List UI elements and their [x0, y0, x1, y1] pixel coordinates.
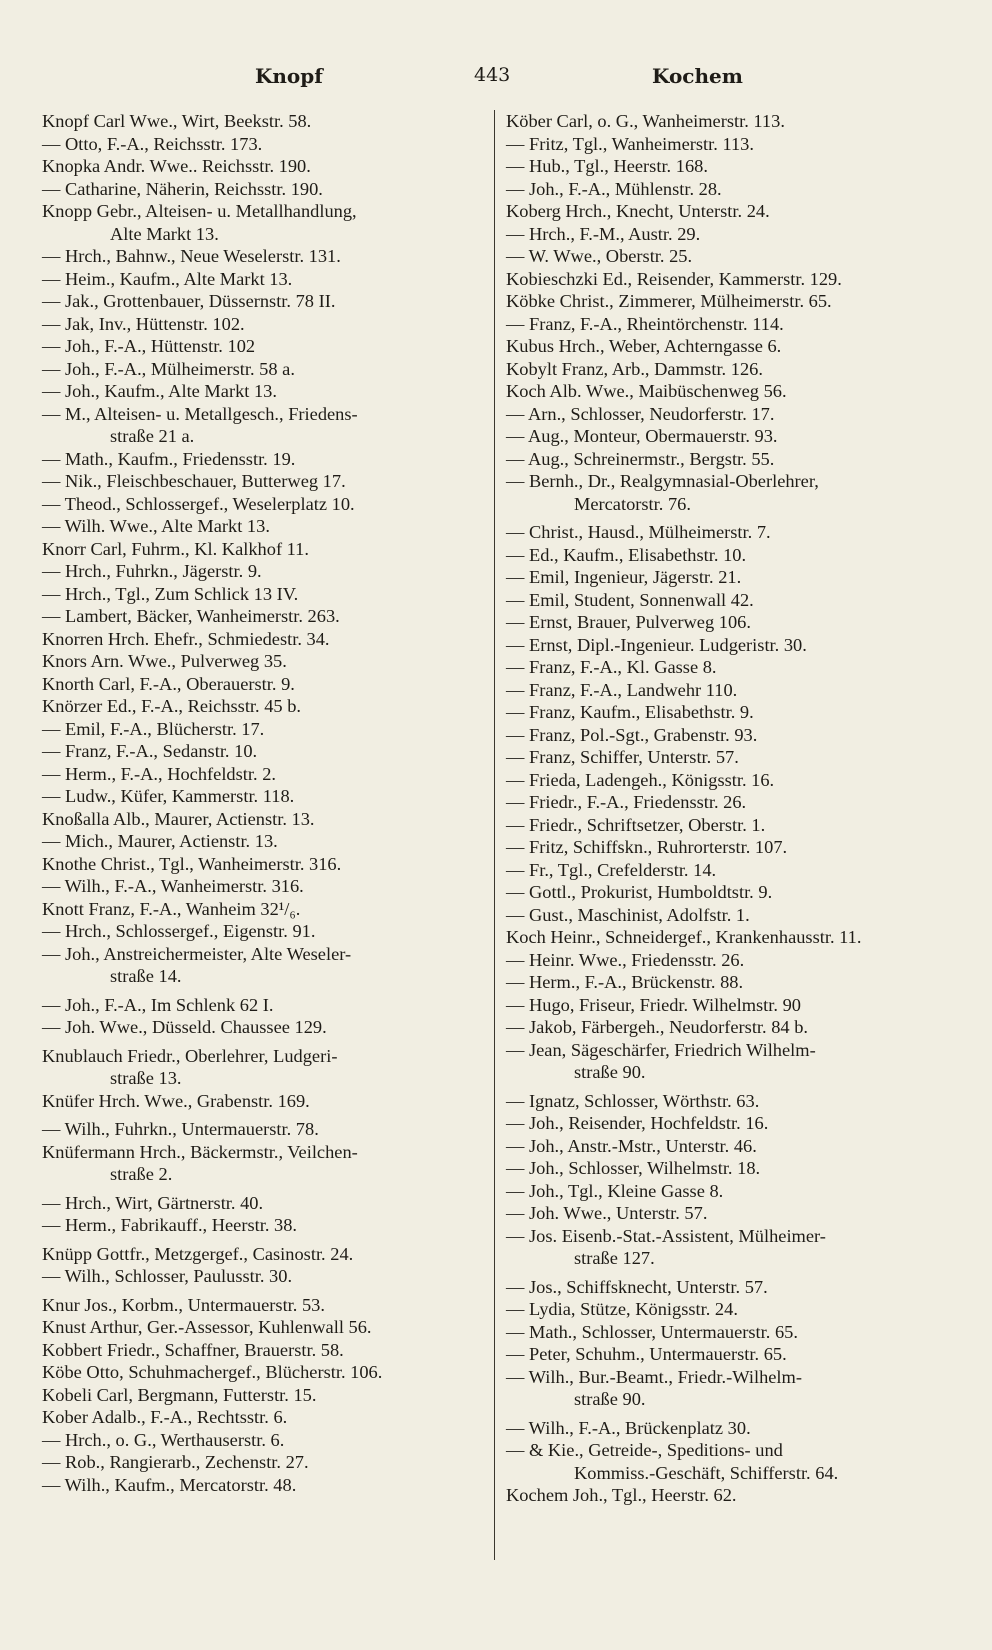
entry-continuation: straße 21 a.: [110, 426, 195, 446]
directory-entry: — Joh., F.-A., Mühlenstr. 28.: [506, 178, 722, 199]
directory-entry: Kochem Joh., Tgl., Heerstr. 62.: [506, 1485, 737, 1505]
directory-entry: — Math., Schlosser, Untermauerstr. 65.: [506, 1321, 798, 1342]
directory-entry: — Friedr., F.-A., Friedensstr. 26.: [506, 792, 747, 812]
directory-entry: — Hrch., Wirt, Gärtnerstr. 40.: [42, 1192, 264, 1213]
entry-continuation: straße 90.: [574, 1389, 646, 1409]
directory-entry: — Nik., Fleischbeschauer, Butterweg 17.: [42, 471, 346, 491]
directory-entry: — Hugo, Friseur, Friedr. Wilhelmstr. 90: [506, 994, 801, 1015]
directory-entry: Knott Franz, F.-A., Wanheim 32¹/₆.: [42, 898, 301, 919]
directory-entry: Knopka Andr. Wwe.. Reichsstr. 190.: [42, 156, 311, 176]
directory-entry: Kober Adalb., F.-A., Rechtsstr. 6.: [42, 1407, 288, 1427]
directory-entry: — Herm., Fabrikauff., Heerstr. 38.: [42, 1215, 298, 1235]
entry-continuation: straße 2.: [110, 1164, 173, 1184]
directory-entry: — Joh., Tgl., Kleine Gasse 8.: [506, 1180, 724, 1201]
directory-entry: — Mich., Maurer, Actienstr. 13.: [42, 831, 278, 851]
directory-entry: — Friedr., Schriftsetzer, Oberstr. 1.: [506, 814, 766, 835]
directory-entry: Knur Jos., Korbm., Untermauerstr. 53.: [42, 1294, 325, 1315]
directory-entry: — Lydia, Stütze, Königsstr. 24.: [506, 1299, 738, 1319]
directory-entry: — Joh., Anstreichermeister, Alte Weseler-: [42, 943, 352, 964]
directory-entry: — Hrch., Tgl., Zum Schlick 13 IV.: [42, 583, 299, 604]
directory-entry: — Emil, F.-A., Blücherstr. 17.: [42, 718, 265, 739]
directory-entry: Köbe Otto, Schuhmachergef., Blücherstr. 106.: [42, 1362, 383, 1382]
directory-entry: Knüfer Hrch. Wwe., Grabenstr. 169.: [42, 1090, 310, 1111]
directory-entry: — Herm., F.-A., Brückenstr. 88.: [506, 972, 744, 992]
directory-entry: — Heim., Kaufm., Alte Markt 13.: [42, 268, 293, 289]
directory-entry: — Hrch., Schlossergef., Eigenstr. 91.: [42, 921, 316, 941]
directory-entry: — Hrch., Bahnw., Neue Weselerstr. 131.: [42, 246, 341, 266]
page-header: [0, 60, 992, 94]
directory-entry: — Wilh., Fuhrkn., Untermauerstr. 78.: [42, 1119, 319, 1139]
directory-entry: — Otto, F.-A., Reichsstr. 173.: [42, 133, 263, 154]
directory-entry: — Emil, Student, Sonnenwall 42.: [506, 589, 754, 610]
directory-entry: — Joh., F.-A., Hüttenstr. 102: [42, 336, 256, 356]
directory-entry: Kobbert Friedr., Schaffner, Brauerstr. 58.: [42, 1339, 344, 1360]
directory-entry: — Joh., Reisender, Hochfeldstr. 16.: [506, 1113, 769, 1133]
entry-continuation: Alte Markt 13.: [110, 223, 219, 244]
directory-entry: — Fr., Tgl., Crefelderstr. 14.: [506, 859, 717, 880]
directory-entry: — Herm., F.-A., Hochfeldstr. 2.: [42, 763, 276, 784]
header-right-keyword: Kochem: [652, 64, 743, 88]
directory-entry: — Hrch., o. G., Werthauserstr. 6.: [42, 1429, 285, 1450]
directory-entry: — Wilh., Bur.-Beamt., Friedr.-Wilhelm-: [506, 1366, 802, 1387]
directory-entry: — Gust., Maschinist, Adolfstr. 1.: [506, 904, 750, 925]
directory-entry: — Wilh., Kaufm., Mercatorstr. 48.: [42, 1474, 297, 1495]
directory-entry: — Ignatz, Schlosser, Wörthstr. 63.: [506, 1090, 760, 1111]
directory-entry: Knörzer Ed., F.-A., Reichsstr. 45 b.: [42, 696, 302, 716]
directory-entry: — Rob., Rangierarb., Zechenstr. 27.: [42, 1452, 309, 1472]
directory-entry: Knust Arthur, Ger.-Assessor, Kuhlenwall 56.: [42, 1317, 372, 1337]
directory-entry: — Math., Kaufm., Friedensstr. 19.: [42, 448, 296, 469]
directory-entry: — Wilh., F.-A., Wanheimerstr. 316.: [42, 876, 304, 896]
directory-entry: — Franz, F.-A., Sedanstr. 10.: [42, 741, 258, 761]
directory-entry: Koch Alb. Wwe., Maibüschenweg 56.: [506, 381, 787, 401]
directory-entry: — Ed., Kaufm., Elisabethstr. 10.: [506, 544, 747, 565]
directory-entry: — Jak., Grottenbauer, Düssernstr. 78 II.: [42, 291, 336, 311]
directory-entry: Knorren Hrch. Ehefr., Schmiedestr. 34.: [42, 628, 330, 649]
entry-continuation: straße 127.: [574, 1248, 655, 1268]
directory-entry: Köber Carl, o. G., Wanheimerstr. 113.: [506, 111, 785, 131]
directory-entry: — Joh., Anstr.-Mstr., Unterstr. 46.: [506, 1135, 757, 1156]
directory-entry: — Fritz, Tgl., Wanheimerstr. 113.: [506, 133, 754, 154]
directory-entry: Knüfermann Hrch., Bäckermstr., Veilchen-: [42, 1141, 358, 1162]
directory-entry: Köbke Christ., Zimmerer, Mülheimerstr. 65.: [506, 291, 832, 311]
directory-entry: — Wilh. Wwe., Alte Markt 13.: [42, 516, 270, 536]
directory-entry: — Bernh., Dr., Realgymnasial-Oberlehrer,: [506, 471, 819, 491]
entry-continuation: straße 14.: [110, 966, 182, 986]
directory-entry: Knüpp Gottfr., Metzgergef., Casinostr. 24.: [42, 1243, 354, 1264]
directory-entry: — Jos., Schiffsknecht, Unterstr. 57.: [506, 1276, 768, 1297]
directory-entry: Kubus Hrch., Weber, Achterngasse 6.: [506, 336, 782, 356]
directory-entry: — Wilh., Schlosser, Paulusstr. 30.: [42, 1266, 293, 1286]
directory-entry: Kobeli Carl, Bergmann, Futterstr. 15.: [42, 1384, 317, 1405]
directory-entry: — Heinr. Wwe., Friedensstr. 26.: [506, 949, 745, 970]
right-column: [506, 110, 946, 1507]
directory-entry: — Theod., Schlossergef., Weselerplatz 10.: [42, 493, 355, 514]
directory-entry: — Fritz, Schiffskn., Ruhrorterstr. 107.: [506, 837, 788, 857]
directory-entry: Knors Arn. Wwe., Pulverweg 35.: [42, 651, 287, 671]
directory-entry: — Wilh., F.-A., Brückenplatz 30.: [506, 1417, 751, 1438]
directory-entry: — Joh., F.-A., Mülheimerstr. 58 a.: [42, 358, 295, 379]
directory-entry: — M., Alteisen- u. Metallgesch., Friedens-: [42, 403, 358, 424]
directory-entry: — Hrch., F.-M., Austr. 29.: [506, 223, 701, 244]
directory-entry: Knoßalla Alb., Maurer, Actienstr. 13.: [42, 808, 315, 829]
directory-entry: — Christ., Hausd., Mülheimerstr. 7.: [506, 522, 771, 542]
directory-entry: — Franz, Kaufm., Elisabethstr. 9.: [506, 702, 754, 722]
directory-entry: Kobylt Franz, Arb., Dammstr. 126.: [506, 358, 763, 379]
directory-entry: — Gottl., Prokurist, Humboldtstr. 9.: [506, 882, 773, 902]
directory-entry: — Franz, Pol.-Sgt., Grabenstr. 93.: [506, 724, 758, 745]
entry-continuation: straße 90.: [574, 1062, 646, 1082]
directory-entry: — & Kie., Getreide-, Speditions- und: [506, 1440, 783, 1460]
directory-entry: Koch Heinr., Schneidergef., Krankenhausstr. 11.: [506, 927, 862, 947]
directory-entry: — Jos. Eisenb.-Stat.-Assistent, Mülheimer-: [506, 1225, 826, 1246]
directory-entry: — Joh., Schlosser, Wilhelmstr. 18.: [506, 1158, 761, 1178]
left-column: [42, 110, 478, 1496]
directory-entry: Knublauch Friedr., Oberlehrer, Ludgeri-: [42, 1045, 338, 1066]
directory-entry: — Aug., Schreinermstr., Bergstr. 55.: [506, 448, 775, 469]
directory-entry: — Ludw., Küfer, Kammerstr. 118.: [42, 786, 295, 806]
directory-entry: — W. Wwe., Oberstr. 25.: [506, 246, 693, 266]
directory-entry: — Franz, F.-A., Landwehr 110.: [506, 679, 738, 700]
directory-entry: — Hub., Tgl., Heerstr. 168.: [506, 156, 708, 176]
page-number: 443: [474, 64, 511, 86]
directory-entry: — Emil, Ingenieur, Jägerstr. 21.: [506, 567, 742, 587]
directory-entry: — Hrch., Fuhrkn., Jägerstr. 9.: [42, 561, 262, 581]
entry-continuation: Kommiss.-Geschäft, Schifferstr. 64.: [574, 1462, 839, 1483]
directory-entry: — Jean, Sägeschärfer, Friedrich Wilhelm-: [506, 1039, 816, 1060]
directory-entry: Knopf Carl Wwe., Wirt, Beekstr. 58.: [42, 111, 312, 131]
directory-entry: Kobieschzki Ed., Reisender, Kammerstr. 129.: [506, 268, 842, 289]
directory-entry: — Joh. Wwe., Unterstr. 57.: [506, 1203, 708, 1223]
directory-entry: — Franz, F.-A., Kl. Gasse 8.: [506, 657, 717, 677]
directory-entry: — Arn., Schlosser, Neudorferstr. 17.: [506, 403, 775, 424]
directory-entry: Knorth Carl, F.-A., Oberauerstr. 9.: [42, 673, 295, 694]
directory-entry: — Ernst, Dipl.-Ingenieur. Ludgeristr. 30.: [506, 634, 807, 655]
directory-entry: — Aug., Monteur, Obermauerstr. 93.: [506, 426, 778, 446]
directory-entry: — Lambert, Bäcker, Wanheimerstr. 263.: [42, 606, 340, 626]
entry-continuation: Mercatorstr. 76.: [574, 493, 691, 514]
header-left-keyword: Knopf: [255, 64, 323, 88]
directory-entry: — Franz, F.-A., Rheintörchenstr. 114.: [506, 313, 784, 334]
directory-entry: Knorr Carl, Fuhrm., Kl. Kalkhof 11.: [42, 538, 309, 559]
directory-entry: — Joh. Wwe., Düsseld. Chaussee 129.: [42, 1017, 327, 1037]
directory-entry: — Peter, Schuhm., Untermauerstr. 65.: [506, 1344, 787, 1364]
directory-entry: — Joh., F.-A., Im Schlenk 62 I.: [42, 994, 274, 1015]
directory-entry: Knothe Christ., Tgl., Wanheimerstr. 316.: [42, 853, 342, 874]
directory-entry: — Jakob, Färbergeh., Neudorferstr. 84 b.: [506, 1017, 809, 1037]
directory-entry: — Jak, Inv., Hüttenstr. 102.: [42, 313, 245, 334]
column-divider: [494, 110, 495, 1560]
directory-entry: — Frieda, Ladengeh., Königsstr. 16.: [506, 769, 775, 790]
entry-continuation: straße 13.: [110, 1068, 182, 1088]
directory-entry: — Catharine, Näherin, Reichsstr. 190.: [42, 178, 323, 199]
directory-entry: — Joh., Kaufm., Alte Markt 13.: [42, 381, 277, 401]
directory-entry: — Ernst, Brauer, Pulverweg 106.: [506, 612, 751, 632]
directory-entry: Knopp Gebr., Alteisen- u. Metallhandlung,: [42, 201, 357, 221]
directory-entry: — Franz, Schiffer, Unterstr. 57.: [506, 747, 739, 767]
directory-entry: Koberg Hrch., Knecht, Unterstr. 24.: [506, 201, 770, 221]
